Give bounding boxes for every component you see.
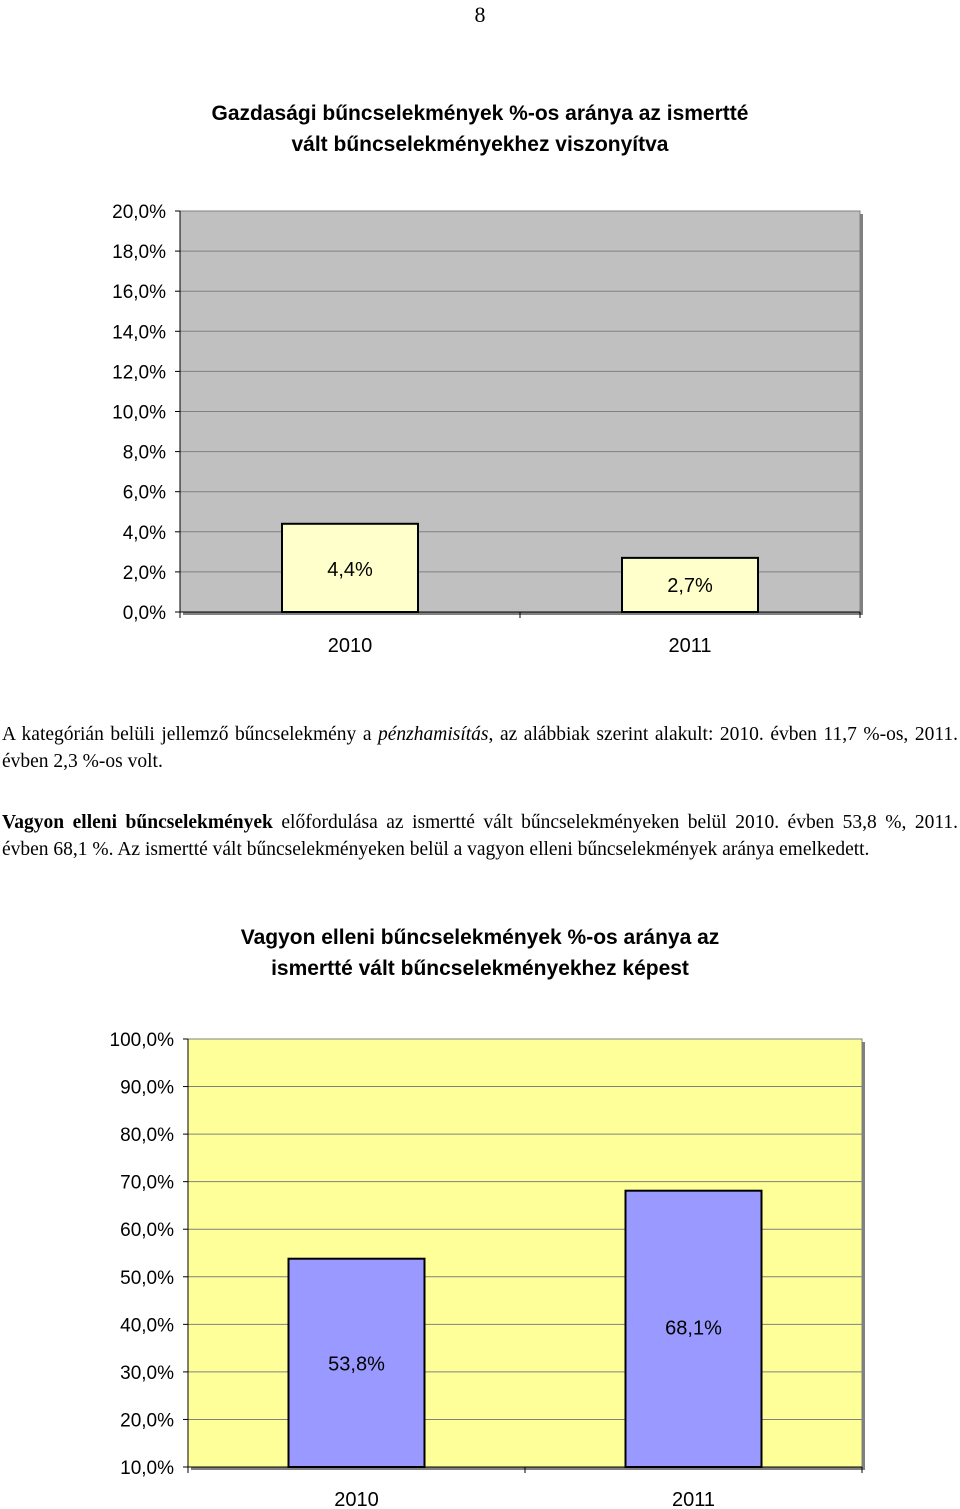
chart1-data-label-2010: 4,4% bbox=[327, 558, 373, 581]
paragraph-counterfeiting bbox=[2, 721, 958, 775]
chart2-data-label-2010: 53,8% bbox=[328, 1353, 385, 1376]
chart2-y-tick-label: 40,0% bbox=[120, 1315, 174, 1337]
chart2-category-label-2011: 2011 bbox=[671, 1489, 716, 1509]
chart2-category-label-2010: 2010 bbox=[334, 1489, 379, 1509]
chart1-y-tick-label: 20,0% bbox=[112, 202, 166, 223]
paragraph1-rest: , az alábbiak szerint alakult: 2010. évben 11,7 %-os, 2011. évben 2,3 %-os volt. bbox=[2, 724, 958, 772]
paragraph2-bold-lead: Vagyon elleni bűncselekmények bbox=[2, 812, 273, 833]
chart1-title-line2: vált bűncselekményekhez viszonyítva bbox=[291, 133, 669, 156]
chart2-y-tick-label: 10,0% bbox=[120, 1458, 174, 1479]
chart2-data-label-2011: 68,1% bbox=[665, 1317, 722, 1340]
chart1-title-line1: Gazdasági bűncselekmények %-os aránya az ismertté bbox=[211, 102, 749, 125]
chart1-y-tick-label: 14,0% bbox=[112, 322, 166, 344]
chart2-y-tick-label: 100,0% bbox=[109, 1030, 174, 1051]
chart2-y-tick-label: 30,0% bbox=[120, 1362, 174, 1384]
chart1-y-tick-label: 4,0% bbox=[122, 522, 166, 544]
chart2-title-line1: Vagyon elleni bűncselekmények %-os aránya az bbox=[240, 926, 720, 949]
paragraph1-highlight: pénzhamisítás bbox=[378, 724, 489, 745]
paragraph1-intro: A kategórián belüli jellemző bűncselekmény a bbox=[2, 724, 379, 745]
chart2-y-tick-label: 20,0% bbox=[120, 1410, 174, 1432]
chart2-figure bbox=[0, 1020, 960, 1509]
chart1-y-tick-label: 16,0% bbox=[112, 282, 166, 304]
chart2-title-line2: ismertté vált bűncselekményekhez képest bbox=[271, 957, 689, 980]
chart1-y-tick-label: 2,0% bbox=[122, 562, 166, 584]
chart1-category-label-2011: 2011 bbox=[668, 635, 712, 657]
page-number: 8 bbox=[474, 2, 486, 27]
chart2-y-tick-label: 50,0% bbox=[120, 1267, 174, 1289]
chart2-y-tick-label: 60,0% bbox=[120, 1220, 174, 1242]
chart2-y-tick-label: 80,0% bbox=[120, 1125, 174, 1147]
chart1-category-label-2010: 2010 bbox=[327, 635, 373, 657]
chart1-y-tick-label: 6,0% bbox=[122, 482, 166, 504]
chart1-y-tick-label: 18,0% bbox=[112, 242, 166, 264]
chart1-y-tick-label: 8,0% bbox=[122, 442, 166, 464]
chart1-y-tick-label: 0,0% bbox=[122, 603, 166, 624]
chart1-data-label-2011: 2,7% bbox=[667, 574, 713, 597]
chart2-y-tick-label: 70,0% bbox=[120, 1172, 174, 1194]
paragraph2-rest: előfordulása az ismertté vált bűncselekményeken belül 2010. évben 53,8 %, 2011. évben 68,1 %. Az ismertté vált bűncselekményeken belül a vagyon elleni bűncselekmények aránya emelkedett. bbox=[2, 812, 959, 860]
chart1-title bbox=[0, 98, 960, 160]
chart2-title bbox=[0, 922, 960, 984]
paragraph-property-crimes bbox=[2, 809, 958, 863]
chart2-y-tick-label: 90,0% bbox=[120, 1077, 174, 1099]
chart1-y-tick-label: 10,0% bbox=[112, 402, 166, 424]
chart1-y-tick-label: 12,0% bbox=[112, 362, 166, 384]
chart1-figure bbox=[0, 190, 960, 660]
